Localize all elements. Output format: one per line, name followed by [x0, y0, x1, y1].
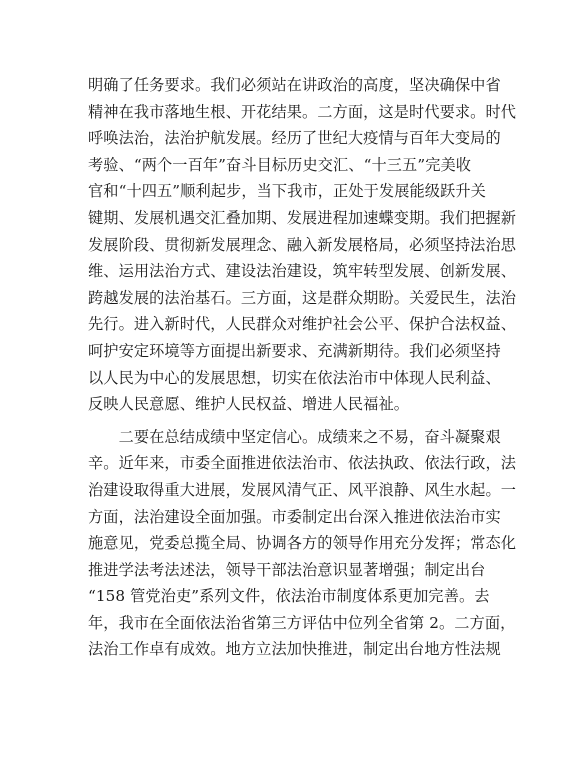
text-line: 呵护安定环境等方面提出新要求、充满新期待。我们必须坚持 — [88, 341, 501, 360]
text-line: 二要在总结成绩中坚定信心。成绩来之不易，奋斗凝聚艰 — [88, 427, 501, 446]
text-line: 治建设取得重大进展，发展风清气正、风平浪静、风生水起。一 — [88, 480, 517, 499]
paragraph-2 — [88, 424, 517, 663]
text-line: 发展阶段、贯彻新发展理念、融入新发展格局，必须坚持法治思 — [88, 235, 517, 254]
text-line: “158 管党治吏”系列文件，依法治市制度体系更加完善。去 — [88, 587, 490, 606]
text-line: 以人民为中心的发展思想，切实在依法治市中体现人民利益、 — [88, 368, 501, 387]
text-line: 施意见，党委总揽全局、协调各方的领导作用充分发挥；常态化 — [88, 534, 517, 553]
text-line: 维、运用法治方式、建设法治建设，筑牢转型发展、创新发展、 — [88, 262, 517, 281]
text-line: 法治工作卓有成效。地方立法加快推进，制定出台地方性法规 — [88, 640, 501, 659]
text-line: 反映人民意愿、维护人民权益、增进人民福祉。 — [88, 395, 410, 414]
text-line: 年，我市在全面依法治省第三方评估中位列全省第 2。二方面， — [88, 613, 516, 632]
text-line: 考验、“两个一百年”奋斗目标历史交汇、“十三五”完美收 — [88, 155, 472, 174]
paragraph-1 — [88, 72, 517, 418]
text-line: 呼唤法治，法治护航发展。经历了世纪大疫情与百年大变局的 — [88, 129, 501, 148]
text-line: 方面，法治建设全面加强。市委制定出台深入推进依法治市实 — [88, 507, 501, 526]
text-line: 辛。近年来，市委全面推进依法治市、依法执政、依法行政，法 — [88, 454, 517, 473]
text-line: 先行。进入新时代，人民群众对维护社会公平、保护合法权益、 — [88, 315, 517, 334]
text-line: 跨越发展的法治基石。三方面，这是群众期盼。关爱民生，法治 — [88, 288, 517, 307]
text-line: 明确了任务要求。我们必须站在讲政治的高度，坚决确保中省 — [88, 76, 501, 94]
text-line: 官和“十四五”顺利起步，当下我市，正处于发展能级跃升关 — [88, 182, 486, 201]
text-line: 推进学法考法述法，领导干部法治意识显著增强；制定出台 — [88, 560, 486, 579]
text-line: 精神在我市落地生根、开花结果。二方面，这是时代要求。时代 — [88, 102, 517, 121]
document-body — [88, 72, 517, 663]
text-line: 键期、发展机遇交汇叠加期、发展进程加速蝶变期。我们把握新 — [88, 208, 517, 227]
